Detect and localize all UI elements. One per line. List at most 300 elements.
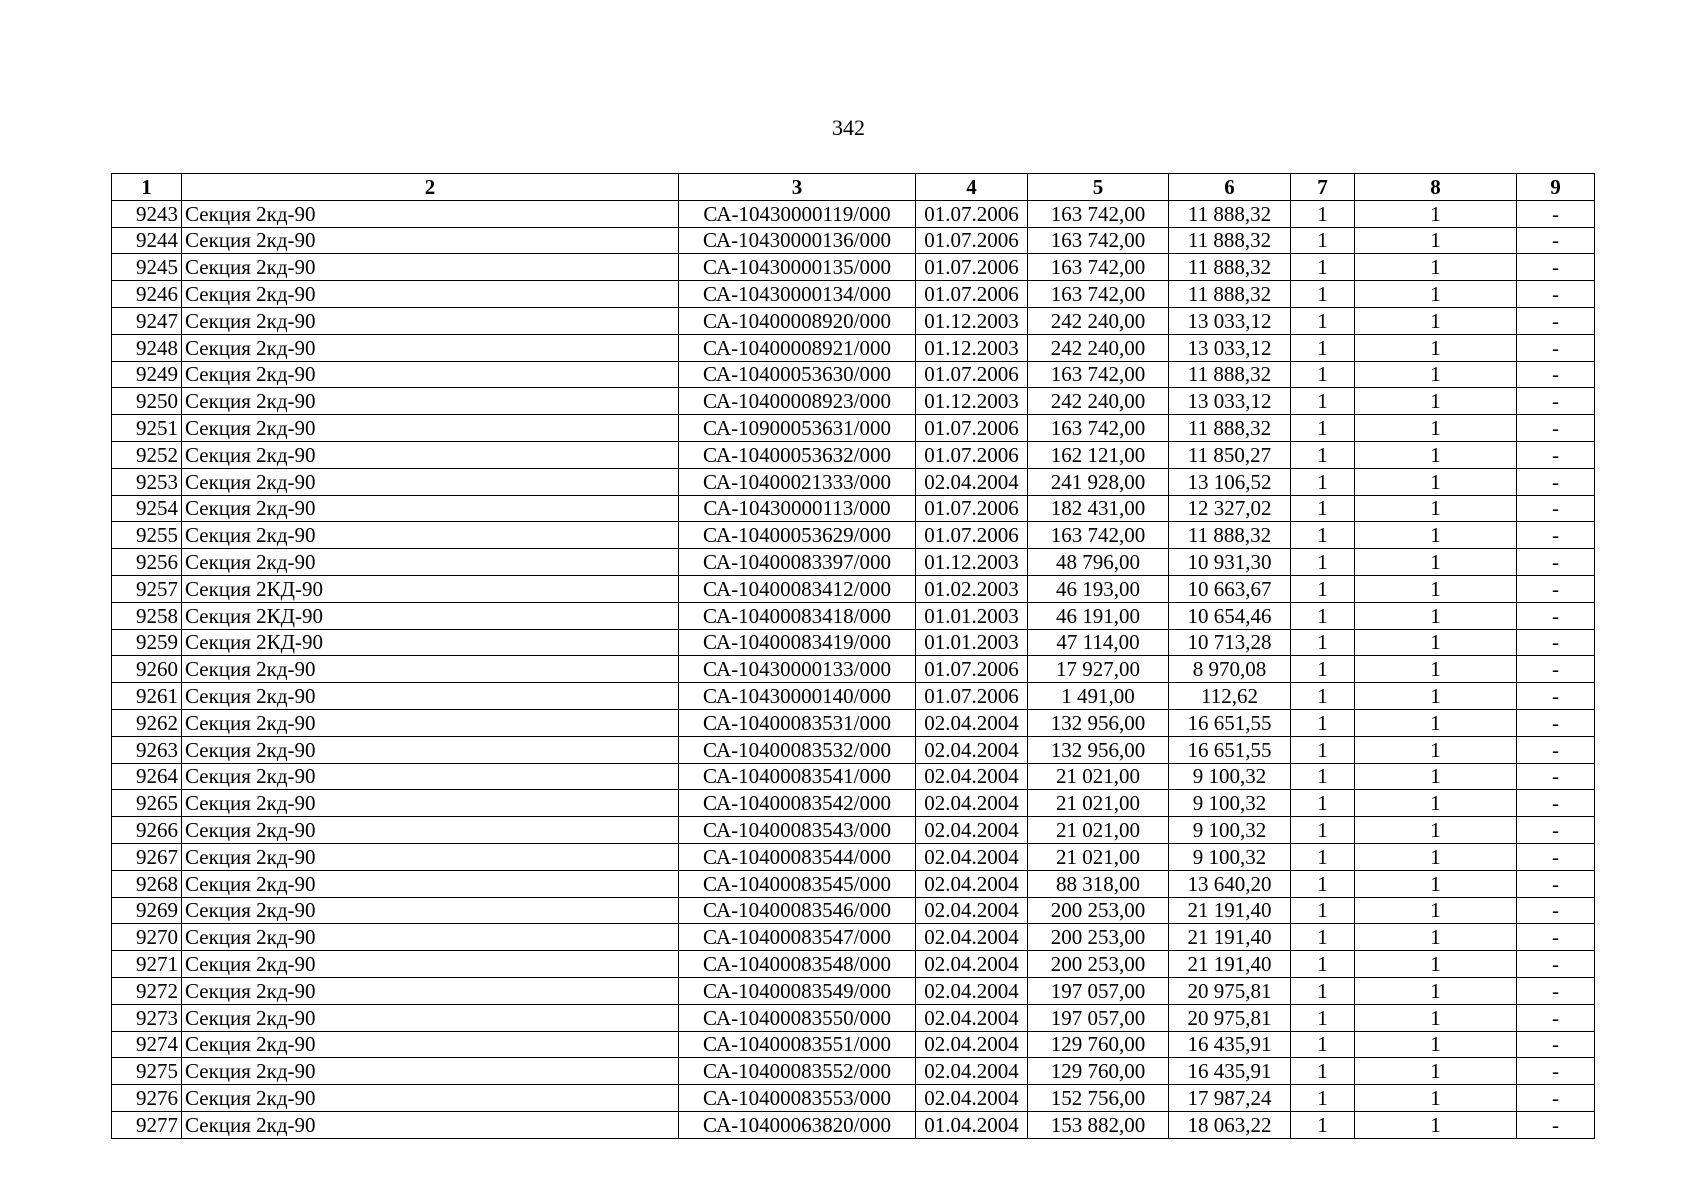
- residual-cost-cell: 9 100,32: [1169, 817, 1291, 844]
- inventory-code-cell: СА-10400083550/000: [679, 1004, 916, 1031]
- column-header-9: 9: [1517, 174, 1595, 201]
- quantity-b-cell: 1: [1355, 1085, 1517, 1112]
- residual-cost-cell: 11 888,32: [1169, 522, 1291, 549]
- table-row: [112, 629, 1595, 656]
- initial-cost-cell: 21 021,00: [1028, 817, 1169, 844]
- initial-cost-cell: 163 742,00: [1028, 227, 1169, 254]
- residual-cost-cell: 13 640,20: [1169, 870, 1291, 897]
- row-number-cell: 9253: [112, 468, 182, 495]
- row-number-cell: 9274: [112, 1031, 182, 1058]
- note-cell: -: [1517, 870, 1595, 897]
- item-name-cell: Секция 2кд-90: [182, 227, 679, 254]
- inventory-code-cell: СА-10400083542/000: [679, 790, 916, 817]
- inventory-code-cell: СА-10430000119/000: [679, 200, 916, 227]
- note-cell: -: [1517, 468, 1595, 495]
- item-name-cell: Секция 2кд-90: [182, 763, 679, 790]
- row-number-cell: 9275: [112, 1058, 182, 1085]
- initial-cost-cell: 1 491,00: [1028, 683, 1169, 710]
- column-header-8: 8: [1355, 174, 1517, 201]
- date-cell: 02.04.2004: [916, 817, 1028, 844]
- item-name-cell: Секция 2кд-90: [182, 897, 679, 924]
- inventory-code-cell: СА-10400083531/000: [679, 709, 916, 736]
- residual-cost-cell: 12 327,02: [1169, 495, 1291, 522]
- inventory-code-cell: СА-10400083544/000: [679, 843, 916, 870]
- initial-cost-cell: 47 114,00: [1028, 629, 1169, 656]
- column-header-2: 2: [182, 174, 679, 201]
- table-row: [112, 415, 1595, 442]
- quantity-a-cell: 1: [1291, 602, 1355, 629]
- row-number-cell: 9277: [112, 1111, 182, 1138]
- table-row: [112, 441, 1595, 468]
- quantity-a-cell: 1: [1291, 1058, 1355, 1085]
- quantity-b-cell: 1: [1355, 602, 1517, 629]
- quantity-b-cell: 1: [1355, 1058, 1517, 1085]
- row-number-cell: 9263: [112, 736, 182, 763]
- inventory-code-cell: СА-10900053631/000: [679, 415, 916, 442]
- quantity-b-cell: 1: [1355, 656, 1517, 683]
- row-number-cell: 9258: [112, 602, 182, 629]
- item-name-cell: Секция 2кд-90: [182, 441, 679, 468]
- quantity-a-cell: 1: [1291, 629, 1355, 656]
- note-cell: -: [1517, 977, 1595, 1004]
- item-name-cell: Секция 2кд-90: [182, 307, 679, 334]
- quantity-b-cell: 1: [1355, 254, 1517, 281]
- quantity-b-cell: 1: [1355, 227, 1517, 254]
- inventory-code-cell: СА-10430000140/000: [679, 683, 916, 710]
- item-name-cell: Секция 2кд-90: [182, 977, 679, 1004]
- residual-cost-cell: 10 713,28: [1169, 629, 1291, 656]
- initial-cost-cell: 163 742,00: [1028, 361, 1169, 388]
- row-number-cell: 9243: [112, 200, 182, 227]
- inventory-code-cell: СА-10400083547/000: [679, 924, 916, 951]
- quantity-b-cell: 1: [1355, 843, 1517, 870]
- table-row: [112, 254, 1595, 281]
- table-header-row: [112, 174, 1595, 201]
- quantity-a-cell: 1: [1291, 763, 1355, 790]
- note-cell: -: [1517, 951, 1595, 978]
- item-name-cell: Секция 2кд-90: [182, 1004, 679, 1031]
- note-cell: -: [1517, 1031, 1595, 1058]
- quantity-a-cell: 1: [1291, 870, 1355, 897]
- residual-cost-cell: 112,62: [1169, 683, 1291, 710]
- note-cell: -: [1517, 415, 1595, 442]
- row-number-cell: 9267: [112, 843, 182, 870]
- date-cell: 01.07.2006: [916, 361, 1028, 388]
- date-cell: 01.01.2003: [916, 629, 1028, 656]
- residual-cost-cell: 20 975,81: [1169, 1004, 1291, 1031]
- quantity-b-cell: 1: [1355, 388, 1517, 415]
- inventory-code-cell: СА-10400083545/000: [679, 870, 916, 897]
- date-cell: 02.04.2004: [916, 1031, 1028, 1058]
- inventory-code-cell: СА-10430000133/000: [679, 656, 916, 683]
- initial-cost-cell: 163 742,00: [1028, 415, 1169, 442]
- quantity-a-cell: 1: [1291, 254, 1355, 281]
- inventory-code-cell: СА-10430000113/000: [679, 495, 916, 522]
- table-body: [112, 200, 1595, 1138]
- note-cell: -: [1517, 549, 1595, 576]
- item-name-cell: Секция 2кд-90: [182, 1058, 679, 1085]
- item-name-cell: Секция 2кд-90: [182, 334, 679, 361]
- item-name-cell: Секция 2КД-90: [182, 575, 679, 602]
- row-number-cell: 9262: [112, 709, 182, 736]
- table-row: [112, 307, 1595, 334]
- note-cell: -: [1517, 897, 1595, 924]
- quantity-b-cell: 1: [1355, 870, 1517, 897]
- quantity-a-cell: 1: [1291, 307, 1355, 334]
- inventory-code-cell: СА-10430000135/000: [679, 254, 916, 281]
- note-cell: -: [1517, 790, 1595, 817]
- note-cell: -: [1517, 763, 1595, 790]
- quantity-b-cell: 1: [1355, 441, 1517, 468]
- inventory-code-cell: СА-10400083553/000: [679, 1085, 916, 1112]
- table-row: [112, 549, 1595, 576]
- item-name-cell: Секция 2кд-90: [182, 522, 679, 549]
- note-cell: -: [1517, 709, 1595, 736]
- column-header-3: 3: [679, 174, 916, 201]
- note-cell: -: [1517, 629, 1595, 656]
- quantity-b-cell: 1: [1355, 361, 1517, 388]
- table-row: [112, 683, 1595, 710]
- note-cell: -: [1517, 736, 1595, 763]
- inventory-code-cell: СА-10400083397/000: [679, 549, 916, 576]
- initial-cost-cell: 242 240,00: [1028, 334, 1169, 361]
- quantity-b-cell: 1: [1355, 1031, 1517, 1058]
- item-name-cell: Секция 2кд-90: [182, 656, 679, 683]
- inventory-code-cell: СА-10400083548/000: [679, 951, 916, 978]
- initial-cost-cell: 21 021,00: [1028, 763, 1169, 790]
- item-name-cell: Секция 2кд-90: [182, 951, 679, 978]
- quantity-a-cell: 1: [1291, 200, 1355, 227]
- date-cell: 01.12.2003: [916, 388, 1028, 415]
- initial-cost-cell: 129 760,00: [1028, 1058, 1169, 1085]
- item-name-cell: Секция 2кд-90: [182, 790, 679, 817]
- residual-cost-cell: 21 191,40: [1169, 951, 1291, 978]
- date-cell: 01.07.2006: [916, 441, 1028, 468]
- column-header-1: 1: [112, 174, 182, 201]
- table-row: [112, 1031, 1595, 1058]
- inventory-code-cell: СА-10400083546/000: [679, 897, 916, 924]
- inventory-code-cell: СА-10400008920/000: [679, 307, 916, 334]
- item-name-cell: Секция 2кд-90: [182, 388, 679, 415]
- item-name-cell: Секция 2кд-90: [182, 254, 679, 281]
- row-number-cell: 9244: [112, 227, 182, 254]
- row-number-cell: 9249: [112, 361, 182, 388]
- item-name-cell: Секция 2кд-90: [182, 200, 679, 227]
- row-number-cell: 9259: [112, 629, 182, 656]
- residual-cost-cell: 16 435,91: [1169, 1058, 1291, 1085]
- initial-cost-cell: 46 193,00: [1028, 575, 1169, 602]
- table-row: [112, 870, 1595, 897]
- quantity-b-cell: 1: [1355, 575, 1517, 602]
- table-row: [112, 522, 1595, 549]
- table-row: [112, 281, 1595, 308]
- item-name-cell: Секция 2кд-90: [182, 549, 679, 576]
- table-row: [112, 1004, 1595, 1031]
- table-row: [112, 924, 1595, 951]
- inventory-code-cell: СА-10430000136/000: [679, 227, 916, 254]
- date-cell: 02.04.2004: [916, 977, 1028, 1004]
- row-number-cell: 9272: [112, 977, 182, 1004]
- note-cell: -: [1517, 683, 1595, 710]
- residual-cost-cell: 11 888,32: [1169, 415, 1291, 442]
- table-row: [112, 575, 1595, 602]
- date-cell: 01.02.2003: [916, 575, 1028, 602]
- inventory-code-cell: СА-10400083532/000: [679, 736, 916, 763]
- table-row: [112, 361, 1595, 388]
- row-number-cell: 9268: [112, 870, 182, 897]
- row-number-cell: 9271: [112, 951, 182, 978]
- quantity-a-cell: 1: [1291, 1085, 1355, 1112]
- table-row: [112, 200, 1595, 227]
- item-name-cell: Секция 2кд-90: [182, 709, 679, 736]
- note-cell: -: [1517, 281, 1595, 308]
- item-name-cell: Секция 2кд-90: [182, 683, 679, 710]
- initial-cost-cell: 17 927,00: [1028, 656, 1169, 683]
- row-number-cell: 9254: [112, 495, 182, 522]
- item-name-cell: Секция 2кд-90: [182, 843, 679, 870]
- table-row: [112, 388, 1595, 415]
- date-cell: 02.04.2004: [916, 468, 1028, 495]
- item-name-cell: Секция 2кд-90: [182, 1085, 679, 1112]
- initial-cost-cell: 132 956,00: [1028, 709, 1169, 736]
- residual-cost-cell: 16 651,55: [1169, 709, 1291, 736]
- quantity-b-cell: 1: [1355, 307, 1517, 334]
- date-cell: 01.12.2003: [916, 307, 1028, 334]
- initial-cost-cell: 48 796,00: [1028, 549, 1169, 576]
- column-header-6: 6: [1169, 174, 1291, 201]
- quantity-a-cell: 1: [1291, 549, 1355, 576]
- note-cell: -: [1517, 388, 1595, 415]
- quantity-b-cell: 1: [1355, 281, 1517, 308]
- date-cell: 02.04.2004: [916, 1004, 1028, 1031]
- quantity-a-cell: 1: [1291, 281, 1355, 308]
- quantity-a-cell: 1: [1291, 924, 1355, 951]
- initial-cost-cell: 152 756,00: [1028, 1085, 1169, 1112]
- initial-cost-cell: 153 882,00: [1028, 1111, 1169, 1138]
- table-row: [112, 602, 1595, 629]
- inventory-code-cell: СА-10400053629/000: [679, 522, 916, 549]
- residual-cost-cell: 21 191,40: [1169, 924, 1291, 951]
- date-cell: 02.04.2004: [916, 1058, 1028, 1085]
- note-cell: -: [1517, 334, 1595, 361]
- inventory-code-cell: СА-10400053630/000: [679, 361, 916, 388]
- item-name-cell: Секция 2КД-90: [182, 629, 679, 656]
- row-number-cell: 9261: [112, 683, 182, 710]
- quantity-a-cell: 1: [1291, 468, 1355, 495]
- column-header-4: 4: [916, 174, 1028, 201]
- item-name-cell: Секция 2кд-90: [182, 817, 679, 844]
- quantity-a-cell: 1: [1291, 897, 1355, 924]
- quantity-b-cell: 1: [1355, 817, 1517, 844]
- quantity-b-cell: 1: [1355, 495, 1517, 522]
- note-cell: -: [1517, 1085, 1595, 1112]
- date-cell: 01.04.2004: [916, 1111, 1028, 1138]
- initial-cost-cell: 46 191,00: [1028, 602, 1169, 629]
- inventory-code-cell: СА-10400063820/000: [679, 1111, 916, 1138]
- date-cell: 02.04.2004: [916, 924, 1028, 951]
- date-cell: 01.07.2006: [916, 281, 1028, 308]
- date-cell: 02.04.2004: [916, 897, 1028, 924]
- residual-cost-cell: 10 663,67: [1169, 575, 1291, 602]
- date-cell: 01.07.2006: [916, 683, 1028, 710]
- initial-cost-cell: 200 253,00: [1028, 897, 1169, 924]
- item-name-cell: Секция 2кд-90: [182, 468, 679, 495]
- initial-cost-cell: 163 742,00: [1028, 254, 1169, 281]
- table-row: [112, 763, 1595, 790]
- table-row: [112, 1058, 1595, 1085]
- quantity-a-cell: 1: [1291, 683, 1355, 710]
- quantity-a-cell: 1: [1291, 522, 1355, 549]
- initial-cost-cell: 163 742,00: [1028, 522, 1169, 549]
- row-number-cell: 9269: [112, 897, 182, 924]
- date-cell: 01.12.2003: [916, 334, 1028, 361]
- row-number-cell: 9273: [112, 1004, 182, 1031]
- residual-cost-cell: 17 987,24: [1169, 1085, 1291, 1112]
- inventory-code-cell: СА-10400083541/000: [679, 763, 916, 790]
- row-number-cell: 9265: [112, 790, 182, 817]
- table-row: [112, 656, 1595, 683]
- note-cell: -: [1517, 441, 1595, 468]
- quantity-b-cell: 1: [1355, 1111, 1517, 1138]
- quantity-b-cell: 1: [1355, 468, 1517, 495]
- residual-cost-cell: 11 850,27: [1169, 441, 1291, 468]
- initial-cost-cell: 241 928,00: [1028, 468, 1169, 495]
- residual-cost-cell: 11 888,32: [1169, 227, 1291, 254]
- inventory-code-cell: СА-10400083419/000: [679, 629, 916, 656]
- row-number-cell: 9252: [112, 441, 182, 468]
- column-header-7: 7: [1291, 174, 1355, 201]
- residual-cost-cell: 20 975,81: [1169, 977, 1291, 1004]
- date-cell: 01.07.2006: [916, 522, 1028, 549]
- inventory-code-cell: СА-10430000134/000: [679, 281, 916, 308]
- quantity-a-cell: 1: [1291, 977, 1355, 1004]
- note-cell: -: [1517, 307, 1595, 334]
- quantity-a-cell: 1: [1291, 951, 1355, 978]
- note-cell: -: [1517, 602, 1595, 629]
- date-cell: 01.07.2006: [916, 415, 1028, 442]
- initial-cost-cell: 163 742,00: [1028, 281, 1169, 308]
- initial-cost-cell: 88 318,00: [1028, 870, 1169, 897]
- table-row: [112, 951, 1595, 978]
- inventory-code-cell: СА-10400083543/000: [679, 817, 916, 844]
- table-row: [112, 334, 1595, 361]
- date-cell: 01.12.2003: [916, 549, 1028, 576]
- quantity-a-cell: 1: [1291, 843, 1355, 870]
- quantity-b-cell: 1: [1355, 977, 1517, 1004]
- initial-cost-cell: 200 253,00: [1028, 951, 1169, 978]
- initial-cost-cell: 129 760,00: [1028, 1031, 1169, 1058]
- residual-cost-cell: 9 100,32: [1169, 790, 1291, 817]
- quantity-a-cell: 1: [1291, 1031, 1355, 1058]
- quantity-b-cell: 1: [1355, 629, 1517, 656]
- residual-cost-cell: 11 888,32: [1169, 254, 1291, 281]
- inventory-code-cell: СА-10400083552/000: [679, 1058, 916, 1085]
- residual-cost-cell: 16 435,91: [1169, 1031, 1291, 1058]
- residual-cost-cell: 11 888,32: [1169, 361, 1291, 388]
- column-header-5: 5: [1028, 174, 1169, 201]
- quantity-a-cell: 1: [1291, 388, 1355, 415]
- quantity-a-cell: 1: [1291, 415, 1355, 442]
- initial-cost-cell: 182 431,00: [1028, 495, 1169, 522]
- item-name-cell: Секция 2КД-90: [182, 602, 679, 629]
- row-number-cell: 9246: [112, 281, 182, 308]
- inventory-code-cell: СА-10400008921/000: [679, 334, 916, 361]
- item-name-cell: Секция 2кд-90: [182, 736, 679, 763]
- table-row: [112, 1111, 1595, 1138]
- note-cell: -: [1517, 1111, 1595, 1138]
- residual-cost-cell: 9 100,32: [1169, 843, 1291, 870]
- quantity-b-cell: 1: [1355, 736, 1517, 763]
- date-cell: 02.04.2004: [916, 790, 1028, 817]
- note-cell: -: [1517, 522, 1595, 549]
- row-number-cell: 9270: [112, 924, 182, 951]
- table-row: [112, 897, 1595, 924]
- item-name-cell: Секция 2кд-90: [182, 870, 679, 897]
- note-cell: -: [1517, 924, 1595, 951]
- date-cell: 01.01.2003: [916, 602, 1028, 629]
- item-name-cell: Секция 2кд-90: [182, 924, 679, 951]
- table-row: [112, 817, 1595, 844]
- date-cell: 02.04.2004: [916, 736, 1028, 763]
- residual-cost-cell: 13 033,12: [1169, 334, 1291, 361]
- quantity-b-cell: 1: [1355, 549, 1517, 576]
- quantity-a-cell: 1: [1291, 709, 1355, 736]
- residual-cost-cell: 13 033,12: [1169, 307, 1291, 334]
- table-row: [112, 790, 1595, 817]
- note-cell: -: [1517, 575, 1595, 602]
- row-number-cell: 9276: [112, 1085, 182, 1112]
- note-cell: -: [1517, 361, 1595, 388]
- note-cell: -: [1517, 817, 1595, 844]
- table-row: [112, 1085, 1595, 1112]
- residual-cost-cell: 13 033,12: [1169, 388, 1291, 415]
- inventory-code-cell: СА-10400008923/000: [679, 388, 916, 415]
- table-row: [112, 495, 1595, 522]
- date-cell: 01.07.2006: [916, 254, 1028, 281]
- initial-cost-cell: 21 021,00: [1028, 790, 1169, 817]
- item-name-cell: Секция 2кд-90: [182, 361, 679, 388]
- inventory-code-cell: СА-10400021333/000: [679, 468, 916, 495]
- quantity-b-cell: 1: [1355, 709, 1517, 736]
- date-cell: 01.07.2006: [916, 200, 1028, 227]
- page-number: 342: [832, 115, 865, 140]
- quantity-a-cell: 1: [1291, 227, 1355, 254]
- note-cell: -: [1517, 200, 1595, 227]
- quantity-b-cell: 1: [1355, 334, 1517, 361]
- date-cell: 02.04.2004: [916, 870, 1028, 897]
- date-cell: 02.04.2004: [916, 709, 1028, 736]
- date-cell: 02.04.2004: [916, 763, 1028, 790]
- row-number-cell: 9260: [112, 656, 182, 683]
- quantity-a-cell: 1: [1291, 361, 1355, 388]
- note-cell: -: [1517, 656, 1595, 683]
- residual-cost-cell: 18 063,22: [1169, 1111, 1291, 1138]
- quantity-b-cell: 1: [1355, 897, 1517, 924]
- residual-cost-cell: 11 888,32: [1169, 200, 1291, 227]
- residual-cost-cell: 13 106,52: [1169, 468, 1291, 495]
- initial-cost-cell: 242 240,00: [1028, 307, 1169, 334]
- inventory-code-cell: СА-10400083551/000: [679, 1031, 916, 1058]
- note-cell: -: [1517, 843, 1595, 870]
- row-number-cell: 9247: [112, 307, 182, 334]
- row-number-cell: 9250: [112, 388, 182, 415]
- initial-cost-cell: 242 240,00: [1028, 388, 1169, 415]
- table-row: [112, 843, 1595, 870]
- quantity-b-cell: 1: [1355, 415, 1517, 442]
- residual-cost-cell: 11 888,32: [1169, 281, 1291, 308]
- item-name-cell: Секция 2кд-90: [182, 415, 679, 442]
- table-row: [112, 468, 1595, 495]
